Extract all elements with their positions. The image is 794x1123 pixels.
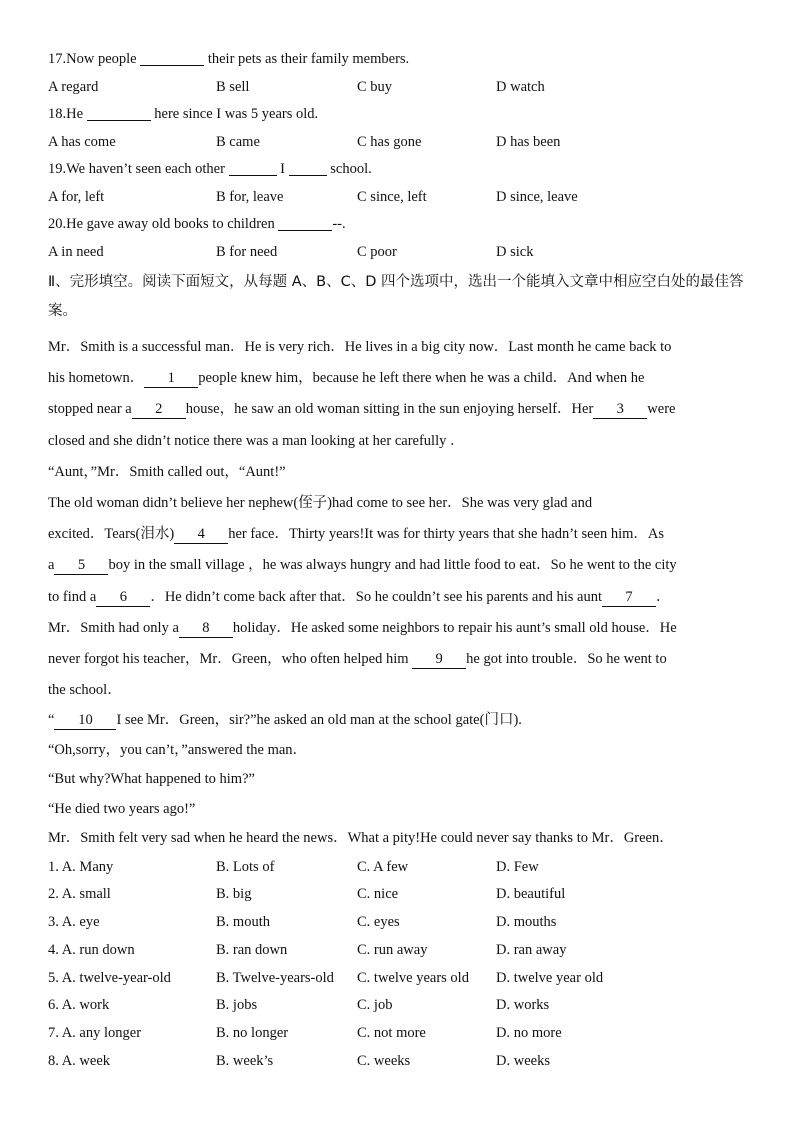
answer-blank xyxy=(140,49,204,66)
passage-line: the school． xyxy=(48,682,122,699)
passage-line: stopped near a 2 house，he saw an old woman sitting in the sun enjoying herself．Her 3 were xyxy=(48,401,676,418)
question-19-options xyxy=(48,184,748,212)
passage-line: The old woman didn’t believe her nephew(侄子)had come to see her．She was very glad and xyxy=(48,494,593,511)
choice-b: B. mouth xyxy=(216,914,270,931)
dialogue-line: “He died two years ago!” xyxy=(48,800,196,817)
passage-line: never forgot his teacher，Mr．Green，who often helped him 9 he got into trouble．So he went to xyxy=(48,650,667,667)
blank-9: 9 xyxy=(412,650,466,669)
question-18-options xyxy=(48,129,748,157)
blank-2: 2 xyxy=(132,400,186,419)
option-a: A has come xyxy=(48,133,116,150)
choice-a: 7. A. any longer xyxy=(48,1024,142,1041)
option-a: A in need xyxy=(48,243,104,260)
blank-3: 3 xyxy=(593,400,647,419)
dialogue-line: “Oh,sorry，you can’t，”answered the man． xyxy=(48,741,308,758)
blank-1: 1 xyxy=(144,369,198,388)
blank-5: 5 xyxy=(54,556,108,575)
question-text: here since I was 5 years old. xyxy=(150,106,319,122)
cloze-choices xyxy=(48,854,748,1076)
option-c: C since, left xyxy=(357,188,427,205)
dialogue-line: “ 10 I see Mr．Green，sir?”he asked an old man at the school gate(门口). xyxy=(48,712,522,729)
passage-line: “Aunt，”Mr．Smith called out，“Aunt!” xyxy=(48,463,286,480)
choice-a: 8. A. week xyxy=(48,1052,111,1069)
option-b: B for, leave xyxy=(216,188,284,205)
choice-b: B. week’s xyxy=(216,1052,274,1069)
question-text: I xyxy=(276,161,289,177)
option-b: B for need xyxy=(216,243,278,260)
choice-b: B. big xyxy=(216,886,252,903)
question-17 xyxy=(48,46,748,74)
choice-b: B. Twelve-years-old xyxy=(216,969,334,986)
choice-row xyxy=(48,1020,748,1048)
blank-10: 10 xyxy=(54,711,116,730)
choice-d: D. mouths xyxy=(496,914,557,931)
option-b: B came xyxy=(216,133,260,150)
choice-d: D. Few xyxy=(496,858,539,875)
question-text: 19.We haven’t seen each other xyxy=(48,161,229,177)
choice-c: C. job xyxy=(357,997,393,1014)
option-a: A regard xyxy=(48,78,99,95)
choice-c: C. run away xyxy=(357,941,428,958)
passage-line: closed and she didn’t notice there was a man looking at her carefully ． xyxy=(48,432,465,449)
blank-7: 7 xyxy=(602,588,656,607)
question-text: school. xyxy=(326,161,372,177)
choice-c: C. nice xyxy=(357,886,399,903)
passage-line: excited．Tears(泪水) 4 her face．Thirty years!It was for thirty years that she hadn’t seen him．As xyxy=(48,526,665,543)
choice-b: B. ran down xyxy=(216,941,288,958)
choice-d: D. beautiful xyxy=(496,886,566,903)
question-18 xyxy=(48,101,748,129)
choice-c: C. A few xyxy=(357,858,409,875)
choice-row xyxy=(48,909,748,937)
choice-a: 6. A. work xyxy=(48,997,110,1014)
blank-6: 6 xyxy=(96,588,150,607)
passage-line: Mr．Smith felt very sad when he heard the news．What a pity!He could never say thanks to Mr．Green． xyxy=(48,830,674,847)
question-text: their pets as their family members. xyxy=(204,51,410,67)
question-text: 17.Now people xyxy=(48,51,141,67)
question-19 xyxy=(48,156,748,184)
choice-d: D. works xyxy=(496,997,550,1014)
choice-row xyxy=(48,937,748,965)
question-17-options xyxy=(48,74,748,102)
section-2-heading: Ⅱ、完形填空。阅读下面短文，从每题 A、B、C、D 四个选项中，选出一个能填入文章中相应空白处的最佳答案。 xyxy=(48,274,744,319)
choice-b: B. no longer xyxy=(216,1024,289,1041)
option-a: A for, left xyxy=(48,188,105,205)
choice-d: D. ran away xyxy=(496,941,567,958)
answer-blank xyxy=(289,159,327,176)
answer-blank xyxy=(278,214,332,231)
passage-line: Mr．Smith is a successful man．He is very rich．He lives in a big city now．Last month he came back to xyxy=(48,339,672,355)
choice-d: D. no more xyxy=(496,1024,562,1041)
question-text: --. xyxy=(332,216,346,232)
question-20-options xyxy=(48,239,748,267)
choice-row xyxy=(48,881,748,909)
option-d: D has been xyxy=(496,133,561,150)
choice-b: B. Lots of xyxy=(216,858,275,875)
blank-8: 8 xyxy=(179,619,233,638)
option-d: D since, leave xyxy=(496,188,578,205)
choice-row xyxy=(48,854,748,882)
option-d: D watch xyxy=(496,78,545,95)
question-text: 20.He gave away old books to children xyxy=(48,216,279,232)
choice-c: C. not more xyxy=(357,1024,426,1041)
option-d: D sick xyxy=(496,243,534,260)
choice-a: 5. A. twelve-year-old xyxy=(48,969,171,986)
choice-a: 3. A. eye xyxy=(48,914,100,931)
answer-blank xyxy=(87,104,151,121)
passage-line: his hometown． 1 people knew him，because he left there when he was a child．And when he xyxy=(48,370,645,387)
option-c: C has gone xyxy=(357,133,422,150)
choice-d: D. weeks xyxy=(496,1052,550,1069)
choice-a: 4. A. run down xyxy=(48,941,135,958)
choice-row xyxy=(48,965,748,993)
passage-line: Mr．Smith had only a 8 holiday．He asked some neighbors to repair his aunt’s small old house．He xyxy=(48,619,677,636)
choice-d: D. twelve year old xyxy=(496,969,604,986)
choice-row xyxy=(48,1048,748,1076)
choice-c: C. eyes xyxy=(357,914,400,931)
choice-b: B. jobs xyxy=(216,997,258,1014)
choice-a: 2. A. small xyxy=(48,886,111,903)
choice-a: 1. A. Many xyxy=(48,858,114,875)
blank-4: 4 xyxy=(174,525,228,544)
passage-line: to find a 6 ．He didn’t come back after that．So he couldn’t see his parents and his aunt 7 ． xyxy=(48,588,671,605)
choice-c: C. weeks xyxy=(357,1052,411,1069)
option-c: C poor xyxy=(357,243,397,260)
question-text: 18.He xyxy=(48,106,87,122)
choice-row xyxy=(48,992,748,1020)
answer-blank xyxy=(229,159,277,176)
dialogue-line: “But why?What happened to him?” xyxy=(48,771,255,788)
choice-c: C. twelve years old xyxy=(357,969,469,986)
passage-line: a 5 boy in the small village ，he was always hungry and had little food to eat．So he went to the city xyxy=(48,557,677,574)
question-20 xyxy=(48,211,748,239)
option-b: B sell xyxy=(216,78,250,95)
option-c: C buy xyxy=(357,78,393,95)
worksheet-page xyxy=(48,46,748,1075)
